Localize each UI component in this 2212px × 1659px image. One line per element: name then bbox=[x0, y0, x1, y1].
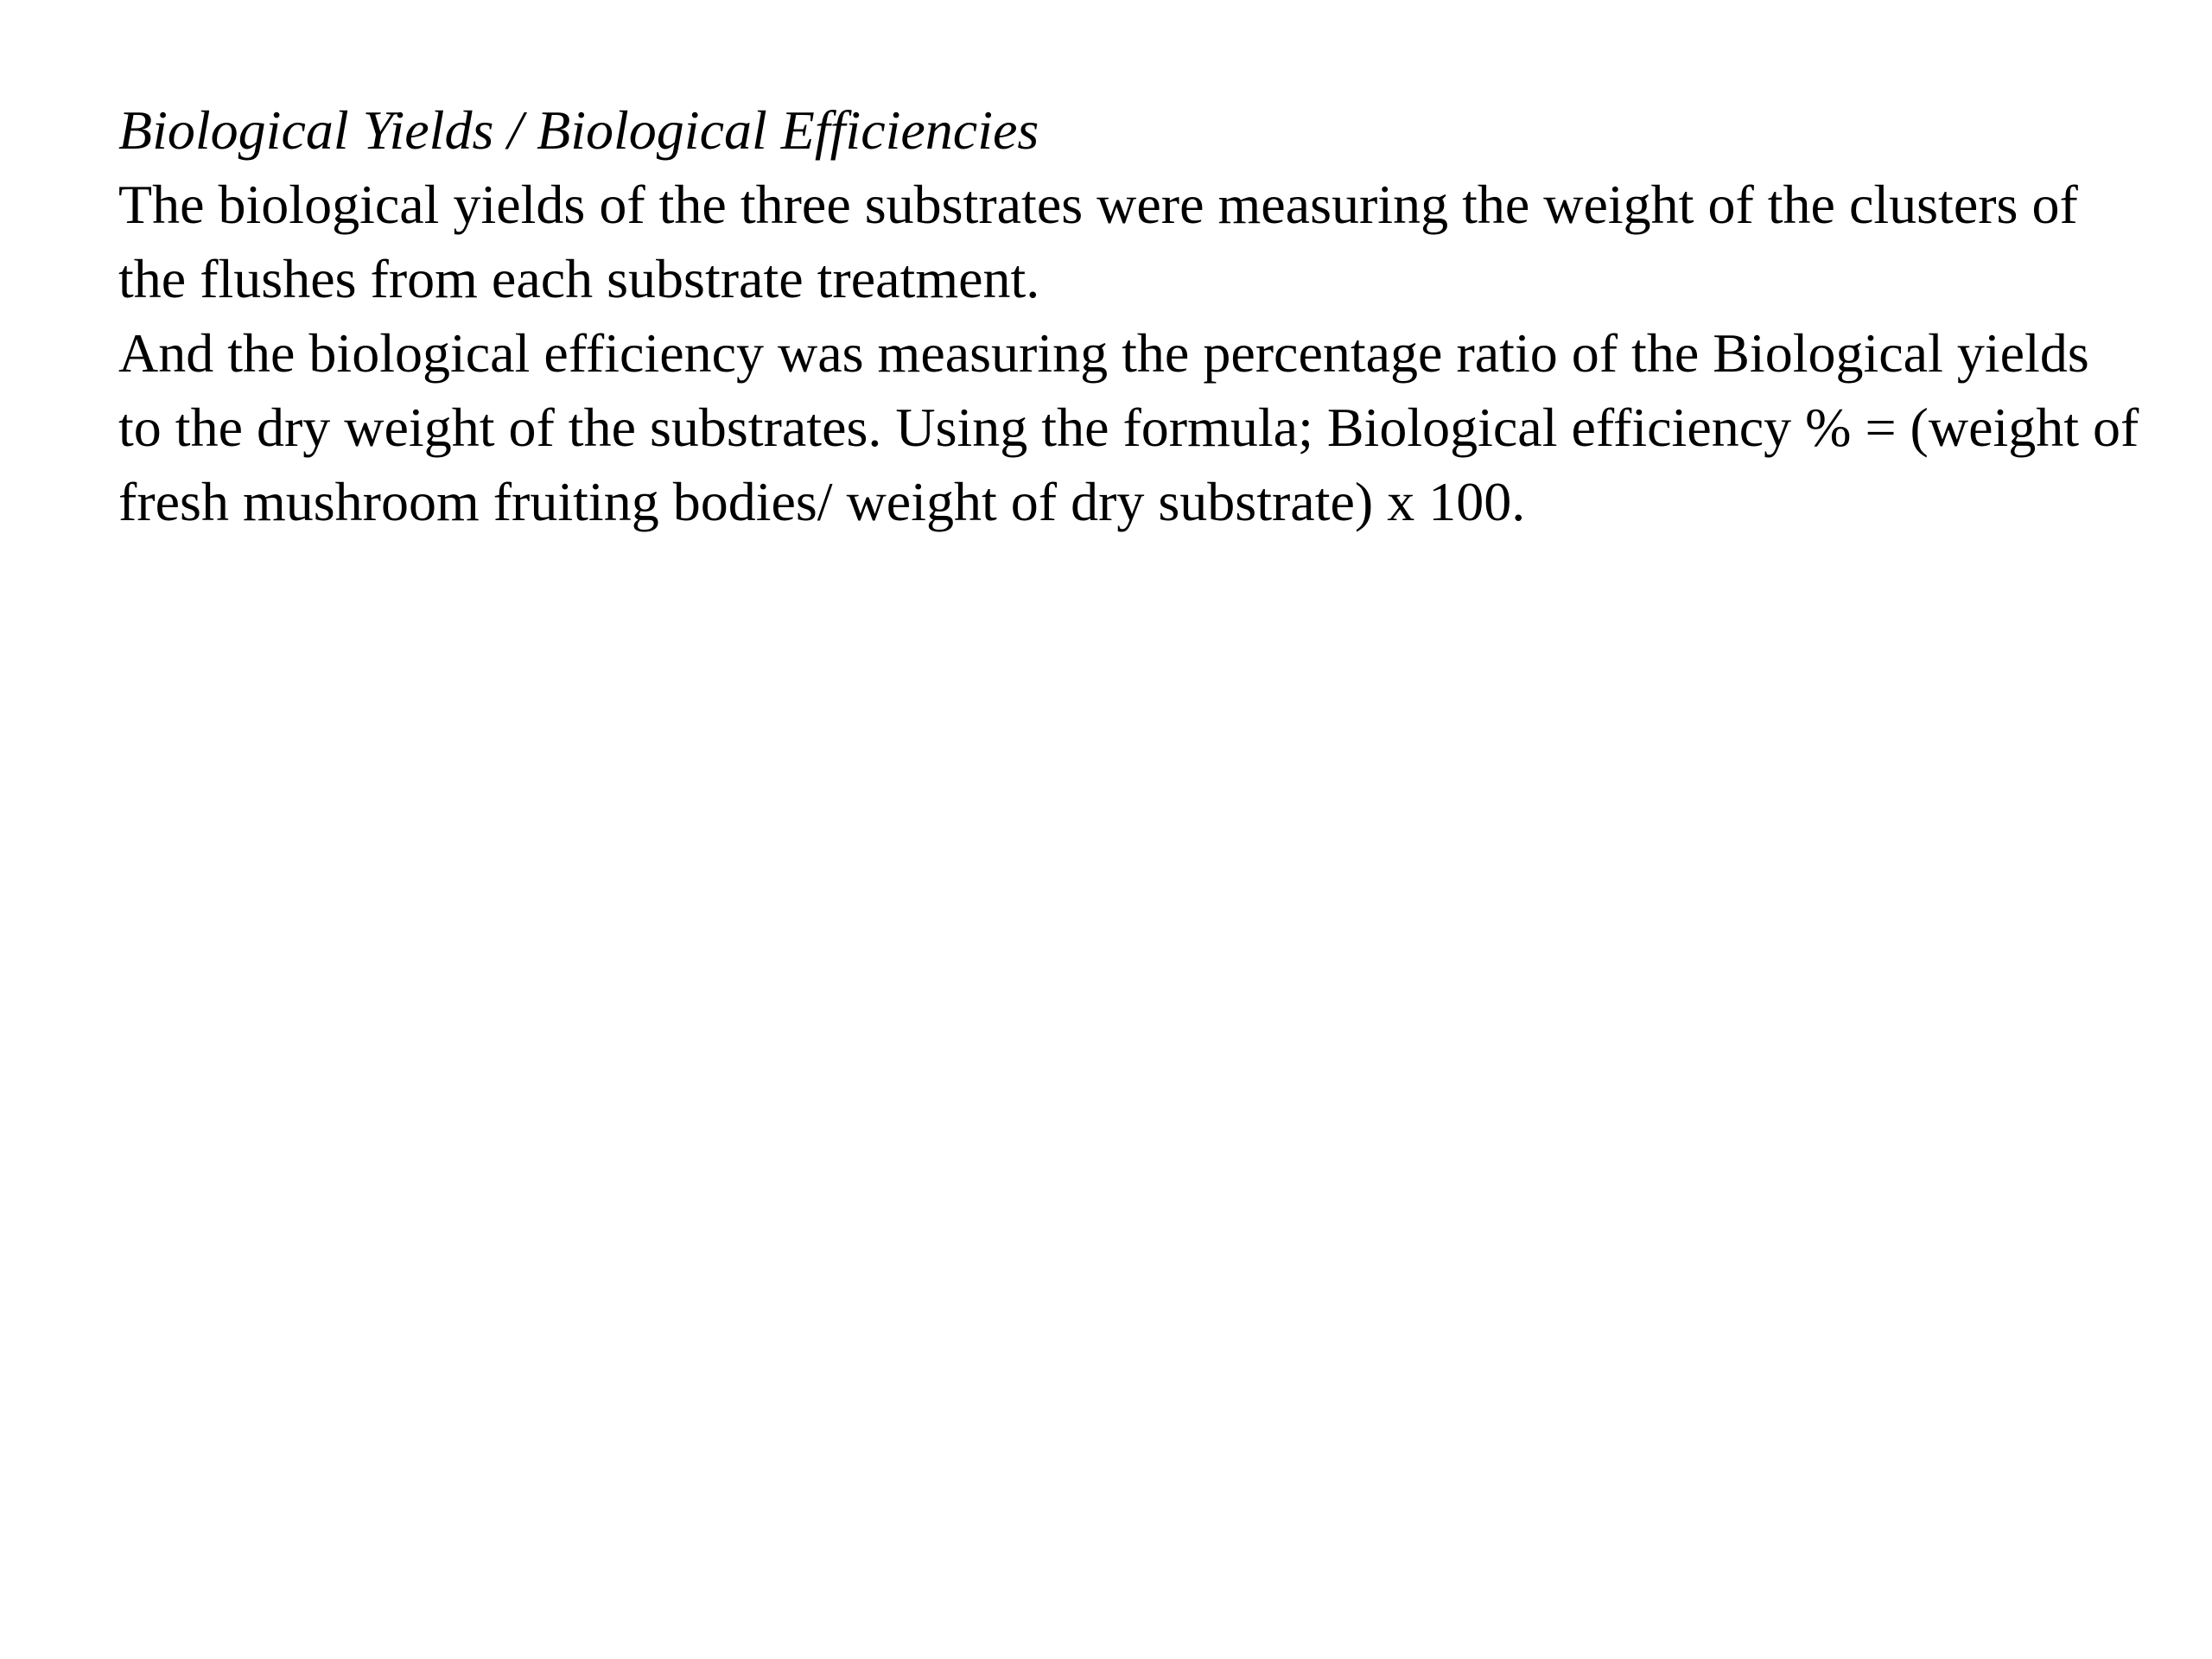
paragraph-biological-yields: The biological yields of the three substrates were measuring the weight of the clusters of the flushes from each substrate treatment. bbox=[118, 174, 2078, 309]
document-body bbox=[118, 93, 2140, 539]
paragraph-biological-efficiency: And the biological efficiency was measuring the percentage ratio of the Biological yields to the dry weight of the substrates. Using the formula; Biological efficiency % = (weight of fresh mushroom fruiting bodies/ weight of dry substrate) x 100. bbox=[118, 322, 2139, 532]
section-heading: Biological Yields / Biological Efficiencies bbox=[118, 99, 1039, 161]
